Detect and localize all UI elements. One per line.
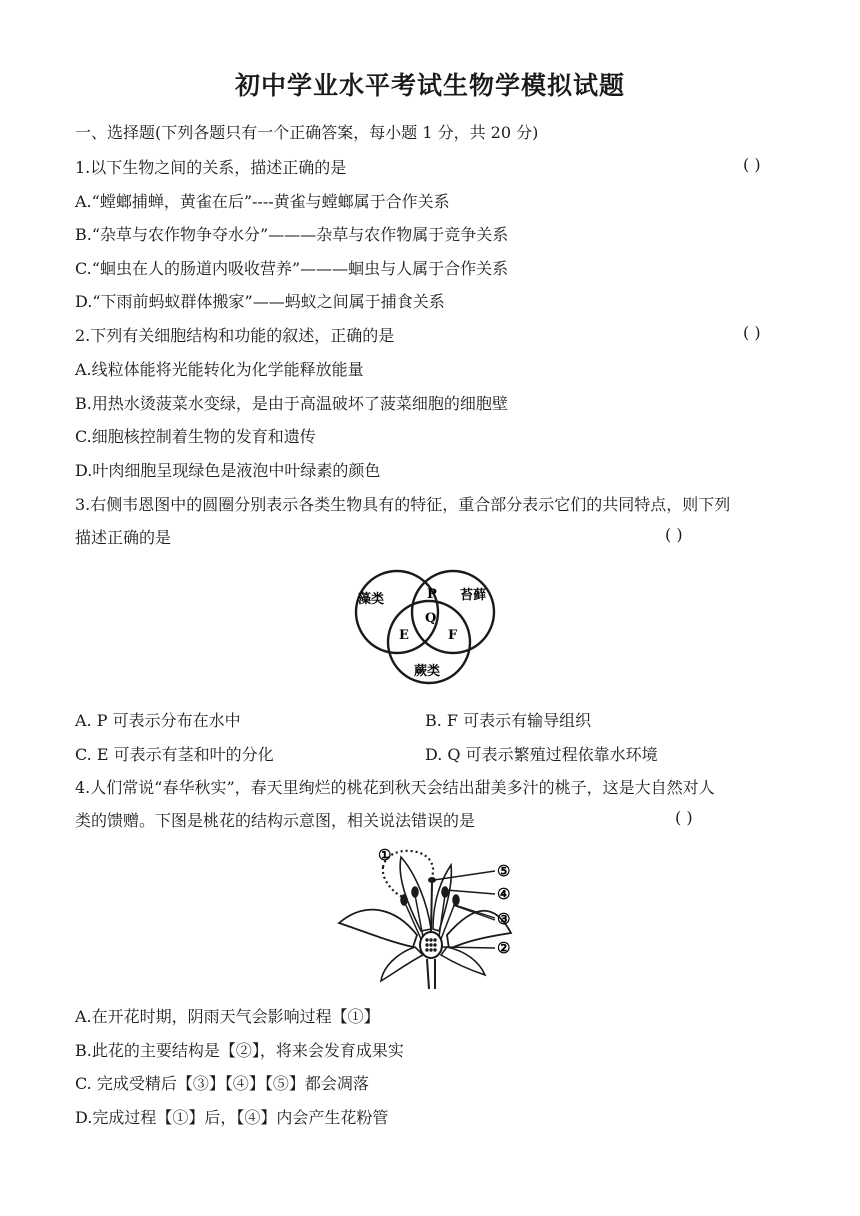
venn-label-p: P — [427, 587, 437, 602]
venn-label-e: E — [399, 628, 409, 643]
page-title: 初中学业水平考试生物学模拟试题 — [234, 71, 625, 100]
q2-option-d: D.叶肉细胞呈现绿色是液泡中叶绿素的颜色 — [75, 461, 381, 480]
q4-option-b: B.此花的主要结构是【②】，将来会发育成果实 — [75, 1041, 404, 1060]
q4-answer-paren: ( ) — [675, 808, 693, 827]
q1-option-b: B.“杂草与农作物争夺水分”———杂草与农作物属于竞争关系 — [75, 225, 509, 244]
q4-stem-line2: 类的馈赠。下图是桃花的结构示意图，相关说法错误的是 — [75, 811, 476, 830]
q3-option-b: B. F 可表示有输导组织 — [425, 711, 592, 730]
q2-option-c: C.细胞核控制着生物的发育和遗传 — [75, 427, 316, 446]
q2-stem: 2.下列有关细胞结构和功能的叙述，正确的是 — [75, 326, 395, 345]
q2-option-a: A.线粒体能将光能转化为化学能释放能量 — [75, 360, 364, 379]
q1-option-c: C.“蛔虫在人的肠道内吸收营养”———蛔虫与人属于合作关系 — [75, 259, 509, 278]
q3-stem-line2: 描述正确的是 — [75, 528, 172, 547]
flower-label-3: ③ — [497, 910, 511, 928]
ovules — [425, 938, 436, 951]
venn-label-moss: 苔藓 — [460, 588, 487, 603]
flower-label-1: ① — [378, 846, 392, 864]
venn-label-q: Q — [425, 611, 437, 626]
venn-label-f: F — [448, 628, 458, 643]
q3-option-a: A. P 可表示分布在水中 — [75, 711, 241, 730]
flower-label-5: ⑤ — [497, 862, 511, 880]
q4-option-d: D.完成过程【①】后，【④】内会产生花粉管 — [75, 1108, 389, 1127]
q1-option-a: A.“螳螂捕蝉，黄雀在后”----黄雀与螳螂属于合作关系 — [75, 192, 450, 211]
flower-label-4: ④ — [497, 885, 511, 903]
q3-option-c: C. E 可表示有茎和叶的分化 — [75, 745, 274, 764]
q4-option-c: C. 完成受精后【③】【④】【⑤】都会凋落 — [75, 1074, 369, 1093]
section-heading: 一、选择题(下列各题只有一个正确答案，每小题 1 分，共 20 分) — [75, 123, 539, 142]
q1-answer-paren: ( ) — [743, 155, 761, 174]
q4-option-a: A.在开花时期，阴雨天气会影响过程【①】 — [75, 1007, 380, 1026]
petal-left — [339, 910, 417, 947]
q3-option-d: D. Q 可表示繁殖过程依靠水环境 — [425, 745, 658, 764]
venn-diagram — [350, 560, 510, 690]
q1-stem: 1.以下生物之间的关系，描述正确的是 — [75, 158, 347, 177]
q3-answer-paren: ( ) — [665, 525, 683, 544]
q3-stem-line1: 3.右侧韦恩图中的圆圈分别表示各类生物具有的特征，重合部分表示它们的共同特点，则下列 — [75, 495, 731, 514]
flower-label-2: ② — [497, 939, 511, 957]
venn-label-algae: 藻类 — [358, 592, 385, 607]
peach-flower-diagram — [335, 843, 530, 990]
q4-stem-line1: 4.人们常说“春华秋实”，春天里绚烂的桃花到秋天会结出甜美多汁的桃子，这是大自然对人 — [75, 778, 715, 797]
stem — [427, 959, 435, 989]
q2-option-b: B.用热水烫菠菜水变绿，是由于高温破坏了菠菜细胞的细胞壁 — [75, 394, 508, 413]
venn-label-fern: 蕨类 — [414, 664, 441, 679]
sepal-left — [381, 947, 423, 981]
q2-answer-paren: ( ) — [743, 323, 761, 342]
sepal-right — [441, 947, 485, 975]
q1-option-d: D.“下雨前蚂蚁群体搬家”——蚂蚁之间属于捕食关系 — [75, 292, 445, 311]
style — [431, 883, 432, 932]
